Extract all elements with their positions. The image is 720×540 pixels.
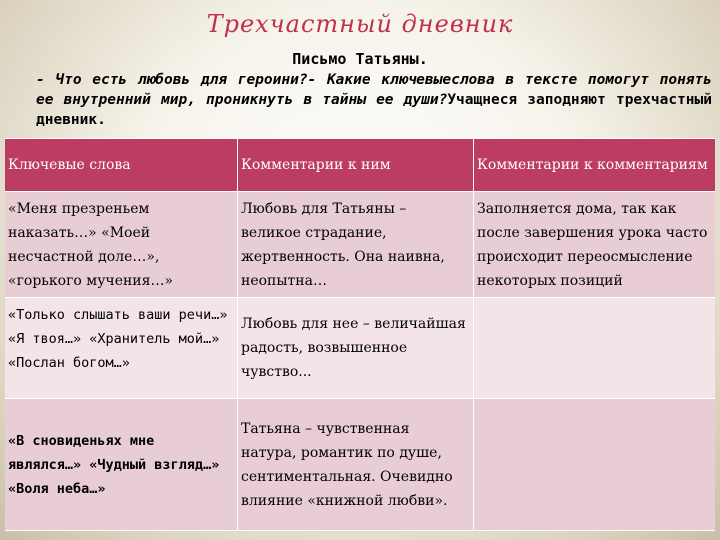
header-comments: Комментарии к ним — [238, 139, 474, 192]
row-2-meta-comment — [474, 298, 715, 399]
row-1-comment: Любовь для Татьяны – великое страдание, жертвенность. Она наивна, неопытна… — [238, 192, 474, 298]
row-3-comment: Татьяна – чувственная натура, романтик по душе, сентиментальная. Очевидно влияние «книжной любви». — [238, 399, 474, 531]
intro-text — [36, 70, 712, 130]
intro-questions: - Что есть любовь для героини?- Какие ключевыеслова в тексте помогут понять ее внутренний мир, проникнуть в тайны ее души? — [36, 72, 712, 108]
slide-title: Трехчастный дневник — [206, 10, 514, 38]
header-comments-on-comments: Комментарии к комментариям — [474, 139, 715, 192]
row-3-meta-comment — [474, 399, 715, 531]
row-1-meta-comment: Заполняется дома, так как после завершения урока часто происходит переосмысление некоторых позиций — [474, 192, 715, 298]
header-key-words: Ключевые слова — [5, 139, 238, 192]
row-2-comment: Любовь для нее – величайшая радость, возвышенное чувство... — [238, 298, 474, 399]
intro-task: Учащнеся заподняют трехчастный дневник. — [36, 92, 712, 128]
row-2-key-words: «Только слышать ваши речи…» «Я твоя…» «Хранитель мой…» «Послан богом…» — [5, 298, 238, 399]
row-3-key-words: «В сновиденьях мне являлся…» «Чудный взгляд…» «Воля неба…» — [5, 399, 238, 531]
row-1-key-words: «Меня презреньем наказать…» «Моей несчастной доле…», «горького мучения…» — [5, 192, 238, 298]
diary-table — [5, 138, 715, 530]
slide-subtitle: Письмо Татьяны. — [292, 50, 428, 68]
